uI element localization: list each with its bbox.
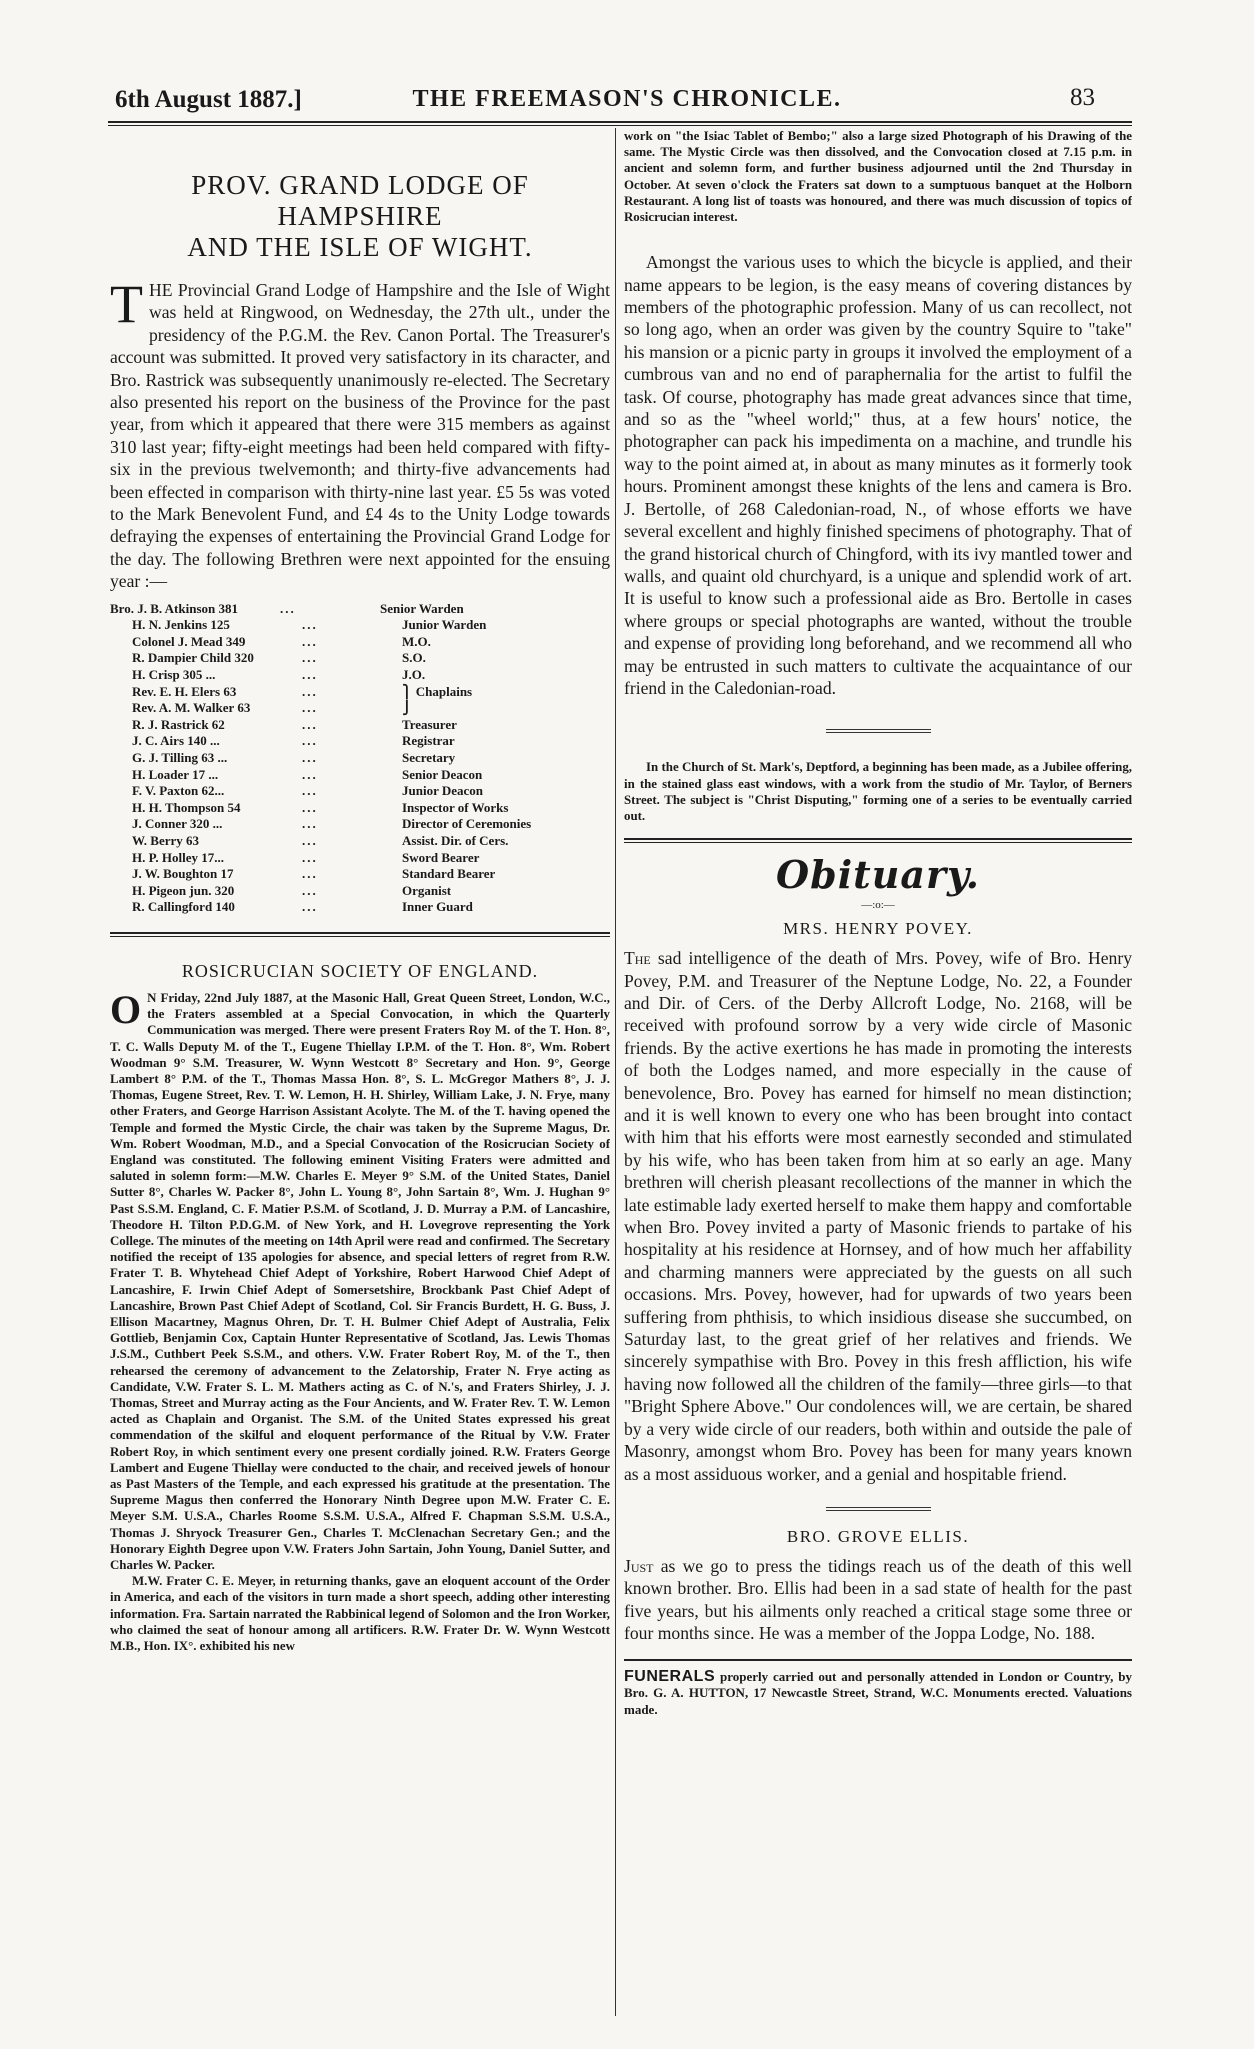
officer-name: Rev. A. M. Walker 63 <box>132 700 251 716</box>
officer-office <box>402 684 610 701</box>
officer-dots: ... <box>302 766 318 782</box>
right-column <box>624 128 1132 2016</box>
officer-row <box>110 816 610 833</box>
officer-dots: ... <box>302 849 318 865</box>
officer-name: H. Pigeon jun. 320 <box>132 882 235 898</box>
officer-name: G. J. Tilling 63 ... <box>132 750 228 766</box>
officer-list <box>110 601 610 916</box>
officer-name: Colonel J. Mead 349 <box>132 633 246 649</box>
officer-row <box>110 833 610 850</box>
officer-row <box>110 800 610 817</box>
funerals-ad <box>624 1669 1132 1719</box>
hampshire-body: HE Provincial Grand Lodge of Hampshire and the Isle of Wight was held at Ringwood, on Wednesday, the 27th ult., under the presidency of the P.G.M. the Rev. Canon Portal. The Treasurer's account was submitted. It proved very satisfactory in its character, and Bro. Rastrick was subsequently unanimously re-elected. The Secretary also presented his report on the business of the Province for the past year, from which it appeared that there were 315 members as against 310 last year; fifty-eight meetings had been held compared with fifty-six in the previous twelvemonth; and thirty-five advancements had been effected in comparison with thirty-nine last year. £5 5s was voted to the Mark Benevolent Fund, and £4 4s to the Unity Lodge towards defraying the expenses of entertaining the Provincial Grand Lodge for the day. The following Brethren were next appointed for the ensuing year :— <box>110 280 610 592</box>
rosicrucian-title: ROSICRUCIAN SOCIETY OF ENGLAND. <box>181 960 539 981</box>
officer-name: Bro. J. B. Atkinson 381 <box>110 600 238 616</box>
rosicrucian-continuation: work on "the Isiac Tablet of Bembo;" also a large sized Photograph of his Drawing of the same. The Mystic Circle was then dissolved, and the Convocation closed at 7.15 p.m. in ancient and solemn form, and further business adjourned until the 2nd Thursday in October. At seven o'clock the Fraters sat down to a sumptuous banquet at the Holborn Restaurant. A long list of toasts was honoured, and there was much discussion of topics of Rosicrucian interest. <box>624 129 1132 225</box>
officer-office <box>402 700 610 717</box>
povey-lead: The <box>624 948 651 969</box>
section-rule-thin <box>624 842 1132 843</box>
officer-name: J. Conner 320 ... <box>132 816 223 832</box>
officer-row <box>110 733 610 750</box>
officer-name: H. Crisp 305 ... <box>132 667 216 683</box>
hampshire-article <box>110 274 610 593</box>
officer-name: R. Dampier Child 320 <box>132 650 254 666</box>
officer-office: Assist. Dir. of Cers. <box>402 833 509 848</box>
officer-row <box>110 866 610 883</box>
funerals-lead: FUNERALS <box>624 1667 716 1685</box>
officer-office: M.O. <box>402 633 431 649</box>
officer-dots: ... <box>302 716 318 732</box>
section-rule <box>624 838 1132 840</box>
spacer <box>624 225 1132 251</box>
officer-dots: ... <box>302 750 318 766</box>
officer-name: Rev. E. H. Elers 63 <box>132 683 237 699</box>
officer-row <box>110 783 610 800</box>
officer-dots: ... <box>302 833 318 848</box>
short-rule-thin <box>826 732 931 733</box>
brace-bottom: ⎭ <box>402 700 412 716</box>
officer-dots: ... <box>302 783 318 799</box>
officer-office: Senior Deacon <box>402 766 483 782</box>
ellis-lead: Just <box>624 1555 654 1576</box>
ellis-article <box>624 1555 1132 1645</box>
officer-name: H. P. Holley 17... <box>132 849 224 865</box>
officer-office: Junior Deacon <box>402 783 484 799</box>
officer-name: H. Loader 17 ... <box>132 766 219 782</box>
officer-office: Inspector of Works <box>402 799 509 815</box>
officer-row <box>110 601 610 618</box>
rosicrucian-article <box>110 986 610 1573</box>
section-rule <box>110 932 610 934</box>
bicycle-article: Amongst the various uses to which the bicycle is applied, and their name appears to be legion, is the easy means of covering distances by members of the photographic profession. Many of us can recollect, not so long ago, when an order was given by the country Squire to "take" his mansion or a picnic party in groups it involved the employment of a cumbrous van and no end of paraphernalia for the artist to fulfil the task. Of course, photography has made great advances since that time, and so as the "wheel world;" thus, at a few hours' notice, the photographer can pack his impedimenta on a machine, and trundle his way to the point aimed at, in about as many minutes as it formerly took hours. Prominent amongst these knights of the lens and camera is Bro. J. Bertolle, of 268 Caledonian-road, N., of whose efforts we have several excellent and highly finished specimens of photography. That of the grand historical church of Chingford, with its ivy mantled tower and walls, and quaint old churchyard, is a unique and splendid work of art. It is useful to know such a professional aide as Bro. Bertolle in cases where groups or special photographs are wanted, without the trouble and expense of providing long beforehand, and we recommend all who may be entrusted in such matters to cultivate the acquaintance of our friend in the Caledonian-road. <box>624 252 1132 698</box>
header-rule <box>108 121 1132 123</box>
officer-row <box>110 700 610 717</box>
officer-row <box>110 617 610 634</box>
officer-name: H. H. Thompson 54 <box>132 799 241 815</box>
section-rule-thin <box>110 936 610 937</box>
officer-name: J. W. Boughton 17 <box>132 866 234 882</box>
short-rule-thin <box>826 1510 931 1511</box>
column-divider <box>615 128 616 2016</box>
header-page-number: 83 <box>1070 84 1095 111</box>
deptford-note: In the Church of St. Mark's, Deptford, a beginning has been made, as a Jubilee offering, in the stained glass east windows, with a work from the studio of Mr. Taylor, of Berners Street. The subject is "Christ Disputing," forming one of a series to be eventually carried out. <box>624 760 1132 823</box>
officer-row <box>110 684 610 701</box>
officer-office: Inner Guard <box>402 899 473 915</box>
hampshire-headline <box>110 170 610 263</box>
brace-top: ⎫ <box>402 683 412 699</box>
officer-office: Registrar <box>402 733 455 749</box>
officer-name: J. C. Airs 140 ... <box>132 733 220 749</box>
povey-body: sad intelligence of the death of Mrs. Povey, wife of Bro. Henry Povey, P.M. and Treasurer of the Neptune Lodge, No. 22, a Founder and Dir. of Cers. of the Derby Allcroft Lodge, No. 2168, will be received with profound sorrow by a very wide circle of Masonic friends. By the active exertions he has made in promoting the interests of both the Lodges named, and more especially in the cause of benevolence, Bro. Povey has earned for himself no mean distinction; and it is well known to every one who has been brought into contact with him that his efforts were most earnestly seconded and stimulated by his wife, who has been taken from him at so early an age. Many brethren will cherish pleasant recollections of the manner in which the late estimable lady exerted herself to make them happy and comfortable when Bro. Povey invited a party of Masonic friends to partake of his hospitality at his residence at Hornsey, and of how much her affability and charming manners were appreciated by the guests on all such occasions. Mrs. Povey, however, had for upwards of two years been suffering from phthisis, to which insidious disease she succumbed, on Saturday last, to the great grief of her relatives and friends. We sincerely sympathise with Bro. Povey in this fresh affliction, his wife having now followed all the children of the family—three girls—to that "Bright Sphere Above." Our condolences will, we are certain, be shared by a very wide circle of our readers, both within and outside the pale of Masonry, amongst whom Bro. Povey has been for many years known as a most assiduous worker, and a genial and hospitable friend. <box>624 948 1132 1484</box>
officer-office: J.O. <box>402 667 426 683</box>
hampshire-title-line1: PROV. GRAND LODGE OF HAMPSHIRE <box>191 170 529 231</box>
officer-office: Sword Bearer <box>402 849 480 865</box>
header-date: 6th August 1887.] <box>115 86 302 113</box>
officer-dots: ... <box>302 667 318 683</box>
rosicrucian-body2: M.W. Frater C. E. Meyer, in returning thanks, gave an eloquent account of the Order in America, and each of the visitors in turn made a short speech, adding other interesting information. Fra. Sartain narrated the Rabbinical legend of Solomon and the Iron Worker, who claimed the seat of honour among all artificers. R.W. Frater Dr. W. Wynn Westcott M.B., Hon. IX°. exhibited his new <box>110 1574 610 1654</box>
officer-dots: ... <box>302 683 318 699</box>
officer-dots: ... <box>280 600 296 616</box>
rosicrucian-drop-cap: O <box>110 986 142 1032</box>
ellis-heading: BRO. GROVE ELLIS. <box>786 1526 970 1546</box>
officer-office: Director of Ceremonies <box>402 816 532 832</box>
officer-dots: ... <box>302 899 318 915</box>
officer-dots: ... <box>302 882 318 898</box>
officer-dots: ... <box>302 700 318 716</box>
officer-office: Standard Bearer <box>402 866 496 882</box>
officer-row <box>110 883 610 900</box>
officer-dots: ... <box>302 799 318 815</box>
officer-office: Secretary <box>402 750 456 766</box>
officer-name: W. Berry 63 <box>132 833 200 848</box>
officer-row <box>110 850 610 867</box>
officer-row <box>110 634 610 651</box>
officer-row <box>110 899 610 916</box>
hampshire-drop-cap: T <box>110 274 143 334</box>
officer-row <box>110 667 610 684</box>
officer-dots: ... <box>302 650 318 666</box>
officer-office: Treasurer <box>402 716 457 732</box>
hampshire-title-line2: AND THE ISLE OF WIGHT. <box>187 232 533 262</box>
obituary-heading: Obituary. <box>776 852 980 898</box>
officer-row <box>110 650 610 667</box>
officer-office: Junior Warden <box>402 617 487 633</box>
officer-office: Senior Warden <box>380 600 464 616</box>
section-rule <box>624 1659 1132 1661</box>
officer-office: S.O. <box>402 650 426 666</box>
officer-name: F. V. Paxton 62... <box>132 783 225 799</box>
officer-dots: ... <box>302 633 318 649</box>
ornament: —:o:— <box>861 899 895 912</box>
rosicrucian-body: N Friday, 22nd July 1887, at the Masonic Hall, Great Queen Street, London, W.C., the Fraters assembled at a Special Convocation, in which the Quarterly Communication was merged. There were present Fraters Roy M. of the T. Hon. 8°, T. C. Walls Deputy M. of the T., Eugene Thiellay I.P.M. of the T. Hon. 8°, Wm. Robert Woodman 9° S.M. Treasurer, W. Wynn Westcott 8° Secretary and Hon. 9°, George Lambert 8° P.M. of the T., Thomas Massa Hon. 8°, S. L. McGregor Mathers 8°, J. J. Thomas, Eugene Street, Rev. T. W. Lemon, H. H. Shirley, William Lake, J. N. Frye, many other Fraters, and George Harrison Assistant Acolyte. The M. of the T. having opened the Temple and formed the Mystic Circle, the chair was taken by the Supreme Magus, Dr. Wm. Robert Woodman, M.D., and a Special Convocation of the Rosicrucian Society of England was constituted. The following eminent Visiting Fraters were admitted and saluted in solemn form:—M.W. Charles E. Meyer 9° S.M. of the United States, Daniel Sutter 8°, Charles W. Packer 8°, John L. Young 8°, John Sartain 8°, Wm. J. Hughan 9° Past S.S.M. England, C. F. Matier P.S.M. of Scotland, J. D. Murray a P.M. of Lancashire, Theodore H. Tilton P.D.G.M. of New York, and H. Lovegrove representing the York College. The minutes of the meeting on 14th April were read and confirmed. The Secretary notified the receipt of 135 apologies for absence, and special letters of regret from R.W. Frater T. B. Whytehead Chief Adept of Yorkshire, Robert Harwood Chief Adept of Lancashire, F. Irwin Chief Adept of Somersetshire, Brockbank Past Chief Adept of Lancashire, Brown Past Chief Adept of Scotland, Col. Sir Francis Burdett, H. G. Buss, J. Ellison Macartney, Magnus Ohren, Dr. T. H. Bulmer Chief Adept of Australia, Felix Gottlieb, Benjamin Cox, Captain Hunter Representative of Scotland, Jas. Lewis Thomas J.S.M., Cuthbert Peek S.S.M., and others. V.W. Frater Robert Roy, M. of the T., then rehearsed the ceremony of advancement to the Zelatorship, Frater N. Frye acting as Candidate, V.W. Frater S. L. M. Mathers acting as C. of N.'s, and Fraters Shirley, J. J. Thomas, Street and Murray acting as the Four Ancients, and W. Frater Rev. T. W. Lemon acted as Chaplain and Organist. The S.M. of the United States expressed his great commendation of the skilful and eloquent performance of the Ritual by V.W. Frater Robert Roy, in which sentiment every one present cordially joined. R.W. Fraters George Lambert and Eugene Thiellay were conducted to the chair, and received jewels of honour as Past Masters of the Temple, and each expressed his gratitude at the presentation. The Supreme Magus then conferred the Honorary Ninth Degree upon M.W. Frater C. E. Meyer S.M. U.S.A., Charles Roome S.S.M. U.S.A., Alfred F. Chapman S.S.M. U.S.A., Thomas J. Shryock Treasurer Gen., Charles T. McClenachan Secretary Gen.; and the Honorary Eighth Degree upon V.W. Fraters John Sartain, John Young, Daniel Sutter, and Charles W. Packer. <box>110 990 610 1573</box>
povey-heading: MRS. HENRY POVEY. <box>783 919 973 939</box>
officer-dots: ... <box>302 866 318 882</box>
povey-article <box>624 947 1132 1485</box>
left-column <box>110 130 610 2018</box>
chaplains-label: Chaplains <box>415 683 473 699</box>
header-rule-thin <box>108 125 1132 126</box>
officer-name: H. N. Jenkins 125 <box>132 617 230 633</box>
officer-row <box>110 750 610 767</box>
officer-name: R. J. Rastrick 62 <box>132 716 225 732</box>
officer-office: Organist <box>402 882 452 898</box>
officer-dots: ... <box>302 617 318 633</box>
officer-name: R. Callingford 140 <box>132 899 235 915</box>
header-title: THE FREEMASON'S CHRONICLE. <box>412 86 842 112</box>
officer-dots: ... <box>302 816 318 832</box>
short-rule <box>826 729 931 730</box>
funerals-body: properly carried out and personally attended in London or Country, by Bro. G. A. HUTTON, 17 Newcastle Street, Strand, W.C. Monuments erected. Valuations made. <box>624 1668 1132 1717</box>
officer-dots: ... <box>302 733 318 749</box>
officer-row <box>110 717 610 734</box>
officer-row <box>110 767 610 784</box>
short-rule <box>826 1507 931 1508</box>
ellis-body: as we go to press the tidings reach us of the death of this well known brother. Bro. Ellis had been in a sad state of health for the past five years, but his ailments only reached a critical stage some three or four months since. He was a member of the Joppa Lodge, No. 188. <box>624 1555 1132 1644</box>
